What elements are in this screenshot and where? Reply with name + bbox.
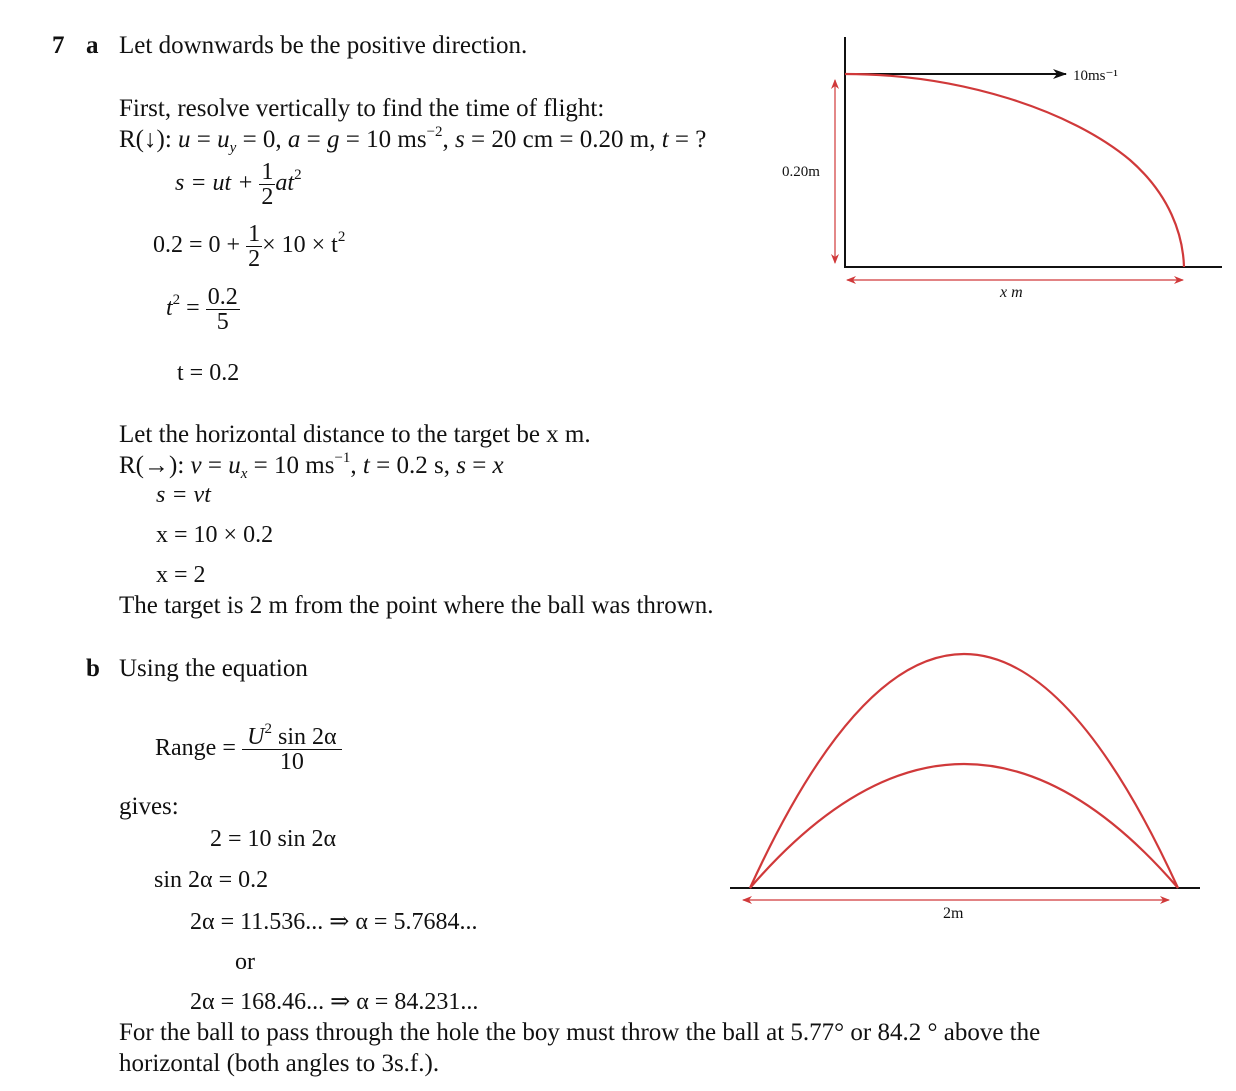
fraction-half: $\frac{1}{2}$ [248, 221, 261, 272]
gives-label: gives: [119, 793, 179, 820]
step2-heading: Let the horizontal distance to the target be x m. [119, 421, 591, 448]
diagram-horizontal-projectile [775, 30, 1230, 310]
part-b-conclusion-line2: horizontal (both angles to 3s.f.). [119, 1050, 440, 1077]
equation-t: t = 0.2 [177, 360, 240, 386]
equation-b3: 2α = 11.536... ⇒ α = 5.7684... [190, 909, 478, 935]
trajectory-curve [845, 74, 1184, 267]
question-number: 7 [52, 32, 65, 59]
step1-heading: First, resolve vertically to find the time of flight: [119, 95, 605, 122]
part-a-conclusion: The target is 2 m from the point where the ball was thrown. [119, 592, 714, 619]
range-equation: Range = $\frac{U^2 \sin 2\alpha}{10}$ [155, 725, 342, 774]
low-angle-trajectory [750, 764, 1178, 888]
or-label: or [235, 949, 255, 975]
vertical-resolve-line: R(↓): $u = u_y = 0$, a = g = 10 $ms^{-2}$, s = 20 cm = 0.20 m, t = ? [119, 124, 707, 156]
part-b-conclusion-line1: For the ball to pass through the hole the boy must throw the ball at 5.77° or 84.2 ° above the [119, 1019, 1041, 1046]
part-b-label: b [86, 655, 100, 682]
equation-b2: sin 2α = 0.2 [154, 867, 269, 893]
equation-substitution: 0.2 = 0 + $\frac{1}{2}$ × $10 \times t^2$ [153, 221, 346, 272]
diagram-two-trajectories [720, 640, 1210, 930]
range-fraction: $\frac{U^2 \sin 2\alpha}{10}$ [242, 725, 342, 774]
equation-suvat: s = ut + $\frac{1}{2}$ $at^2$ [175, 159, 302, 210]
horizontal-resolve-line: R(→): $v = u_x = 10$ $ms^{-1}$, t = 0.2 s, s = x [119, 450, 504, 482]
equation-b4: 2α = 168.46... ⇒ α = 84.231... [190, 989, 479, 1015]
distance-label: 2m [943, 905, 964, 922]
equation-x: x = 2 [156, 562, 206, 588]
equation-b1: 2 = 10 sin 2α [210, 826, 337, 852]
height-label: 0.20m [782, 164, 820, 180]
part-a-label: a [86, 32, 99, 59]
high-angle-trajectory [750, 654, 1178, 888]
velocity-label: 10ms⁻¹ [1073, 68, 1118, 84]
distance-label: x m [1000, 284, 1023, 301]
fraction-0.2-over-5: $\frac{0.2}{5}$ [207, 284, 238, 335]
equation-x-substitution: x = 10 × 0.2 [156, 522, 274, 548]
equation-s-vt: s = vt [156, 482, 211, 508]
part-a-intro: Let downwards be the positive direction. [119, 32, 528, 59]
part-b-intro: Using the equation [119, 655, 308, 682]
fraction-half: $\frac{1}{2}$ [261, 159, 274, 210]
equation-t-squared: $t^2$ = $\frac{0.2}{5}$ [166, 284, 238, 335]
